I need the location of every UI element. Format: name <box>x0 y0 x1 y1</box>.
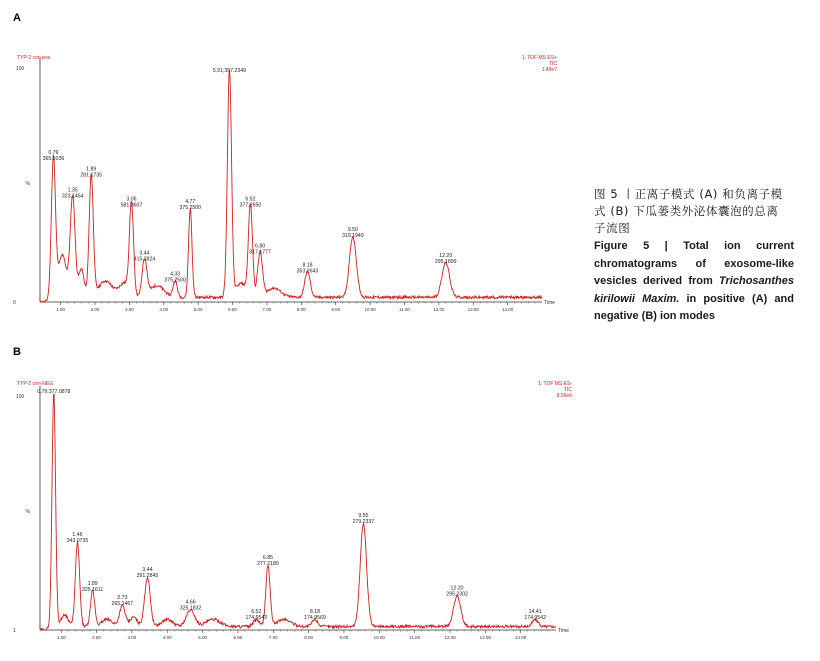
panel-b-letter: B <box>13 346 21 358</box>
peak-label: 0.79;377.0878 <box>37 389 71 395</box>
caption-english <box>594 238 794 326</box>
peak-retention-time: 4.66 <box>185 599 196 606</box>
sample-label: TYP-2 con-NEG <box>17 381 54 387</box>
peak-mass: 295.1899 <box>434 258 457 265</box>
detector-label-3: 1.49e7 <box>541 67 557 73</box>
x-tick-label: 10.00 <box>373 635 385 640</box>
y-tick-label-bottom: 0 <box>13 300 16 306</box>
detector-label-1: 1: TOF MS ES- <box>538 381 572 387</box>
peak-retention-time: 1.46 <box>72 531 83 538</box>
x-tick-label: 12.00 <box>433 307 445 312</box>
peak-mass: 295.2302 <box>446 591 468 598</box>
peak-retention-time: 0.79 <box>48 149 59 156</box>
peak-retention-time: 1.89 <box>87 580 98 587</box>
peak-mass: 343.0735 <box>66 537 89 544</box>
peak-mass: 375.2500 <box>179 205 202 212</box>
peak-mass: 174.9542 <box>245 614 268 621</box>
x-tick-label: 8.00 <box>296 307 306 312</box>
peak-label: 5.91;357.2349 <box>212 68 247 75</box>
peak-mass: 174.9542 <box>524 614 546 621</box>
x-tick-label: 4.00 <box>162 635 172 640</box>
x-tick-label: 9.00 <box>339 635 349 640</box>
peak-mass: 174.9569 <box>304 614 326 621</box>
peak-mass: 365.1036 <box>42 155 65 162</box>
peak-retention-time: 4.33 <box>170 271 181 278</box>
x-tick-label: 6.00 <box>233 635 243 640</box>
peak-mass: 265.1467 <box>111 600 134 607</box>
x-tick-label: 12.00 <box>444 635 456 640</box>
peak-retention-time: 8.18 <box>302 262 313 269</box>
peak-retention-time: 4.77 <box>185 199 196 206</box>
x-tick-label: 7.00 <box>262 307 272 312</box>
peak-retention-time: 6.52 <box>251 608 262 615</box>
x-tick-label: 6.00 <box>228 307 237 312</box>
peak-mass: 277.2189 <box>257 561 279 568</box>
peak-retention-time: 6.52 <box>245 196 256 203</box>
caption-chinese-line-1: 图 5 丨正离子模式 (A) 和负离子模 <box>594 187 783 201</box>
peak-mass: 317.1777 <box>249 249 271 256</box>
figure-caption <box>594 186 794 326</box>
peak-mass: 581.3607 <box>120 202 143 209</box>
y-axis-label: % <box>25 181 30 187</box>
peak-retention-time: 9.55 <box>358 513 369 520</box>
x-tick-label: 9.00 <box>331 307 341 312</box>
peak-retention-time: 3.06 <box>126 196 137 203</box>
x-tick-label: 5.00 <box>198 635 207 640</box>
x-tick-label: 11.00 <box>398 307 410 312</box>
y-tick-label-bottom: 1 <box>13 628 16 634</box>
detector-label-1: 1: TOF MS ES+ <box>521 55 557 61</box>
peak-mass: 281.1735 <box>80 172 103 179</box>
caption-english-species: Trichosanthes kirilowii Maxim. <box>594 275 794 305</box>
detector-label-3: 8.66e6 <box>556 393 572 399</box>
detector-label-2: TIC <box>548 61 557 67</box>
x-tick-label: 11.00 <box>409 635 421 640</box>
peak-retention-time: 6.85 <box>262 555 274 562</box>
y-tick-label-top: 100 <box>16 394 25 400</box>
y-tick-label-top: 100 <box>16 66 25 72</box>
peak-retention-time: 9.50 <box>347 227 358 234</box>
peak-mass: 377.2650 <box>239 202 262 209</box>
x-tick-label: 5.00 <box>193 307 203 312</box>
peak-retention-time: 2.73 <box>117 594 128 601</box>
x-tick-label: 3.00 <box>127 635 137 640</box>
x-tick-label: 10.00 <box>364 307 376 312</box>
peak-mass: 319.1949 <box>342 233 364 240</box>
caption-chinese-line-2: 式 (B) 下瓜蒌类外泌体囊泡的总离 <box>594 204 779 218</box>
peak-retention-time: 3.44 <box>139 250 150 257</box>
peak-mass: 323.1454 <box>61 193 84 200</box>
peak-mass: 375.2500 <box>164 277 186 284</box>
x-tick-label: 3.00 <box>125 307 134 312</box>
peak-mass: 325.1832 <box>179 605 202 612</box>
x-tick-label: 7.00 <box>268 635 278 640</box>
peak-retention-time: 12.20 <box>450 585 464 592</box>
x-tick-label: 13.00 <box>467 307 479 312</box>
peak-mass: 279.2337 <box>352 519 375 526</box>
peak-retention-time: 1.35 <box>67 187 78 194</box>
x-tick-label: 14.00 <box>515 635 527 640</box>
peak-retention-time: 14.41 <box>528 608 542 615</box>
sample-label: TYP-2 con-pos <box>17 55 51 61</box>
caption-english-part-2: in positive (A) and negative (B) ion modes <box>594 292 794 322</box>
peak-mass: 353.2643 <box>296 268 319 275</box>
x-axis-label: Time <box>558 628 569 634</box>
peak-retention-time: 1.89 <box>86 166 97 173</box>
x-tick-label: 4.00 <box>159 307 169 312</box>
peak-retention-time: 6.80 <box>255 243 266 250</box>
x-tick-label: 1.00 <box>56 635 66 640</box>
peak-retention-time: 8.18 <box>309 608 321 615</box>
peak-mass: 325.1611 <box>82 586 104 593</box>
x-tick-label: 13.00 <box>479 635 491 640</box>
caption-chinese-line-3: 子流图 <box>594 221 631 235</box>
caption-chinese <box>594 186 794 237</box>
x-tick-label: 2.00 <box>90 307 100 312</box>
panel-a-letter: A <box>13 12 21 24</box>
y-axis-label: % <box>25 509 30 515</box>
caption-english-part-1: Figure 5 | Total ion current chromatograms of exosome-like vesicles derived from <box>594 240 794 287</box>
detector-label-2: TIC <box>563 387 572 393</box>
x-tick-label: 2.00 <box>92 635 101 640</box>
peak-retention-time: 12.20 <box>439 252 453 259</box>
peak-retention-time: 3.44 <box>142 566 153 573</box>
peak-mass: 415.2824 <box>133 256 156 263</box>
x-axis-label: Time <box>544 300 555 306</box>
x-tick-label: 1.00 <box>56 307 66 312</box>
x-tick-label: 14.00 <box>501 307 514 312</box>
x-tick-label: 8.00 <box>304 635 313 640</box>
peak-mass: 391.2845 <box>136 572 159 579</box>
